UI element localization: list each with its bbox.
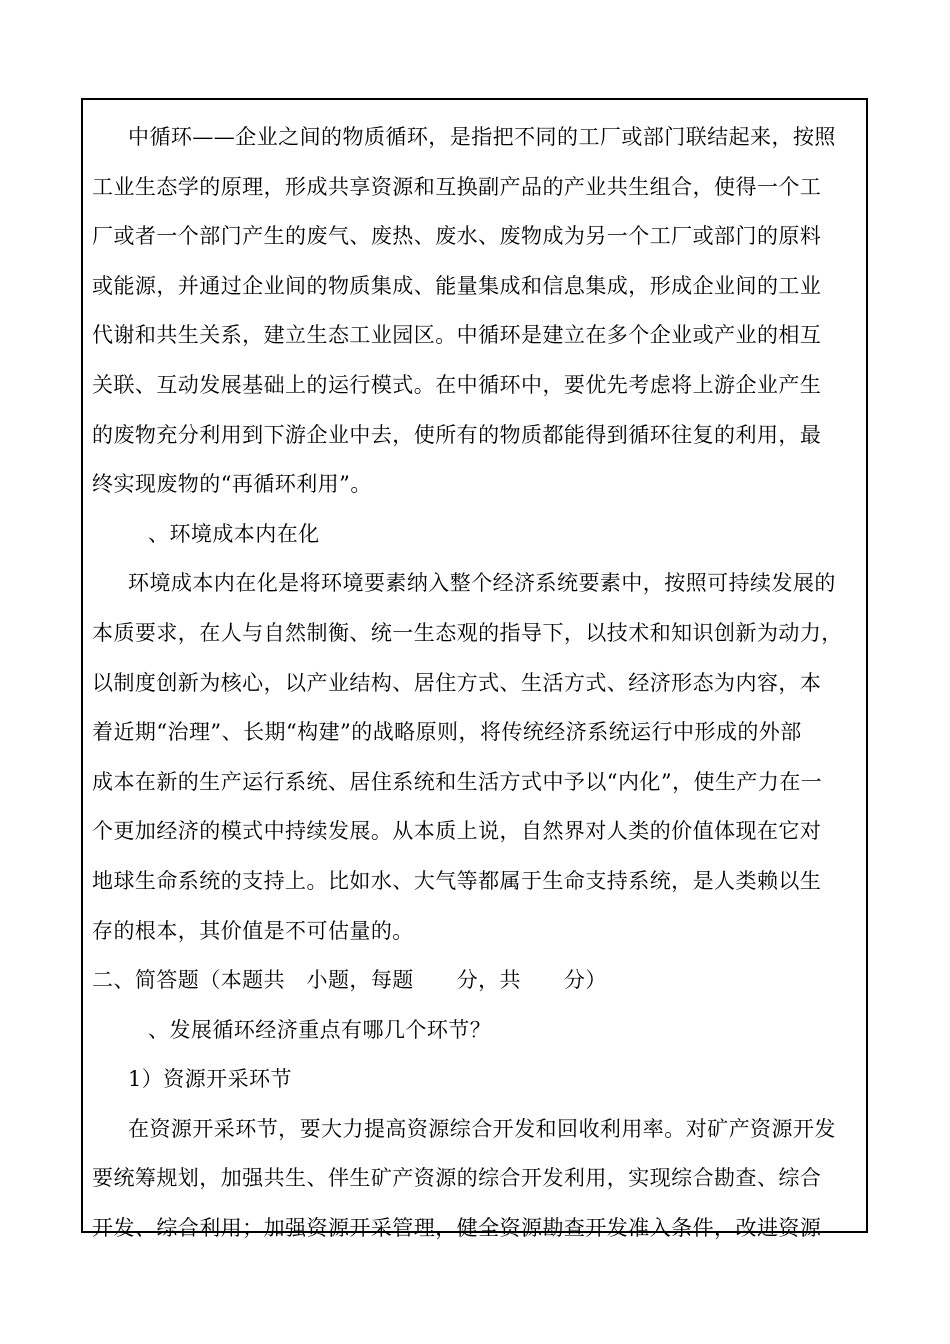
text-line: 地球生命系统的支持上。比如水、大气等都属于生命支持系统，是人类赖以生 (92, 868, 822, 893)
text-line: 要统筹规划，加强共生、伴生矿产资源的综合开发利用，实现综合勘查、综合 (92, 1166, 822, 1191)
text-line: 成本在新的生产运行系统、居住系统和生活方式中予以“内化”，使生产力在一 (92, 769, 823, 794)
text-line: 以制度创新为核心，以产业结构、居住方式、生活方式、经济形态为内容，本 (92, 670, 822, 695)
text-line: 厂或者一个部门产生的废气、废热、废水、废物成为另一个工厂或部门的原料 (92, 224, 822, 249)
text-line: 中循环——企业之间的物质循环，是指把不同的工厂或部门联结起来，按照 (128, 125, 836, 149)
text-line: 开发、综合利用；加强资源开采管理，健全资源勘查开发准入条件，改进资源 (92, 1216, 822, 1241)
text-line: 终实现废物的“再循环利用”。 (92, 472, 372, 497)
text-line: 关联、互动发展基础上的运行模式。在中循环中，要优先考虑将上游企业产生 (92, 372, 822, 397)
text-line: 1）资源开采环节 (128, 1067, 292, 1092)
text-line: 工业生态学的原理，形成共享资源和互换副产品的产业共生组合，使得一个工 (92, 174, 822, 199)
text-line: 本质要求，在人与自然制衡、统一生态观的指导下，以技术和知识创新为动力， (92, 620, 843, 645)
text-line: 存的根本，其价值是不可估量的。 (92, 918, 414, 943)
document-body (92, 113, 858, 1254)
text-line: 、环境成本内在化 (148, 521, 320, 546)
text-line: 二、简答题（本题共 小题，每题 分，共 分） (92, 968, 607, 993)
text-line: 或能源，并通过企业间的物质集成、能量集成和信息集成，形成企业间的工业 (92, 273, 822, 298)
text-line: 在资源开采环节，要大力提高资源综合开发和回收利用率。对矿产资源开发 (128, 1116, 836, 1141)
text-line: 代谢和共生关系，建立生态工业园区。中循环是建立在多个企业或产业的相互 (92, 323, 822, 348)
text-line: 个更加经济的模式中持续发展。从本质上说，自然界对人类的价值体现在它对 (92, 819, 822, 844)
text-line: 、发展循环经济重点有哪几个环节？ (148, 1017, 492, 1042)
text-line: 环境成本内在化是将环境要素纳入整个经济系统要素中，按照可持续发展的 (128, 571, 836, 596)
text-line: 着近期“治理”、长期“构建”的战略原则，将传统经济系统运行中形成的外部 (92, 720, 802, 745)
text-line: 的废物充分利用到下游企业中去，使所有的物质都能得到循环往复的利用，最 (92, 422, 822, 447)
